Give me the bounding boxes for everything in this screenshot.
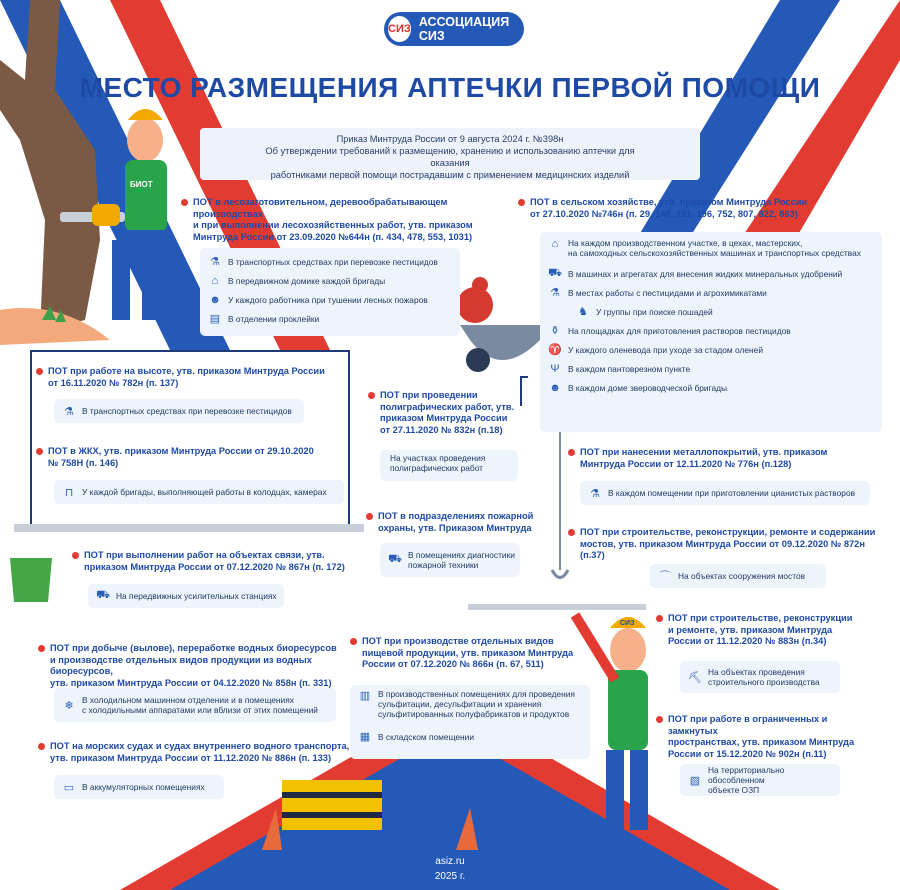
bullet-dot (366, 513, 373, 520)
section-housing-list (54, 480, 344, 504)
item-label: На площадках для приготовления растворов пестицидов (568, 325, 791, 336)
item-label: На объектах проведения (708, 667, 805, 677)
list-item (54, 775, 224, 799)
section-height-title (48, 366, 348, 389)
title-line: приказом Минтруда России от 07.12.2020 № 867н (п. 172) (84, 561, 345, 572)
title-line: России от 15.12.2020 № 902н (п.11) (668, 748, 827, 759)
item-label: На объектах сооружения мостов (678, 571, 806, 581)
section-housing-title (48, 446, 348, 469)
section-bioresources-list (54, 688, 336, 722)
title-line: и при выполнении лесохозяйственных работ, утв. приказом (193, 220, 473, 230)
list-item (88, 584, 284, 608)
item-label: На территориально обособленном (708, 765, 785, 785)
order-line: Об утверждении требований к размещению, хранению и использованию аптечки для оказания (265, 146, 635, 168)
worker-icon: ☻ (209, 293, 221, 306)
warehouse-icon: ▦ (359, 731, 371, 743)
list-item (540, 238, 882, 264)
association-logo[interactable] (384, 12, 524, 46)
frame-rail-top (30, 350, 350, 352)
title-line: ПОТ в ЖКХ, утв. приказом Минтруда России от 29.10.2020 (48, 446, 314, 456)
item-label: В холодильном машинном отделении и в помещениях (82, 695, 294, 705)
glue-icon: ▤ (209, 313, 221, 325)
title-line: от 27.10.2020 №746н (п. 29, 148, 191, 196, 752, 807, 822, 863) (530, 208, 798, 219)
cabin-icon: ⌂ (211, 274, 219, 287)
list-item (200, 290, 460, 309)
item-label: строительного производства (708, 677, 820, 687)
item-label: В складском помещении (378, 731, 475, 742)
page-title: МЕСТО РАЗМЕЩЕНИЯ АПТЕЧКИ ПЕРВОЙ ПОМОЩИ (79, 72, 821, 103)
title-line: и производстве отдельных видов продукции из водных биоресурсов, (50, 654, 312, 676)
title-line: ПОТ при выполнении работ на объектах связи, утв. (84, 550, 325, 560)
item-label: На каждом производственном участке, в цехах, мастерских, (568, 238, 803, 248)
list-item (540, 378, 882, 397)
workshop-icon: ⌂ (551, 238, 559, 250)
list-item (54, 480, 344, 504)
title-line: ПОТ при строительстве, реконструкции, ремонте и содержании (580, 527, 876, 537)
item-label: В аккумуляторных помещениях (82, 782, 205, 792)
fire-truck-icon: ⛟ (388, 553, 402, 565)
list-item (200, 309, 460, 328)
bullet-dot (38, 743, 45, 750)
title-line: ПОТ в подразделениях пожарной (378, 511, 534, 521)
list-item (540, 264, 882, 283)
item-label: В передвижном домике каждой бригады (228, 275, 386, 286)
section-comms-list (88, 584, 284, 608)
item-label: с холодильными аппаратами или вблизи от этих помещений (82, 705, 318, 715)
bullet-dot (568, 529, 575, 536)
worker-helmet-label: СИЗ (620, 620, 635, 627)
biot-vest-label: БИОТ (130, 180, 153, 189)
title-line: Минтруда России от 12.11.2020 № 776н (п.128) (580, 458, 792, 469)
section-fire-title (378, 511, 538, 534)
item-label: У каждой бригады, выполняющей работы в колодцах, камерах (82, 487, 327, 497)
title-line: ПОТ при работе на высоте, утв. приказом Минтруда России (48, 366, 325, 376)
section-forestry-list (200, 248, 460, 336)
section-height-list (54, 399, 304, 423)
title-line: ПОТ в сельском хозяйстве, утв. приказом Минтруда России (530, 197, 808, 207)
section-bridges-title (580, 527, 880, 562)
section-food-list (350, 685, 590, 759)
title-line: ПОТ на морских судах и судах внутреннего водного транспорта, (50, 741, 350, 751)
section-printing-list (380, 450, 518, 481)
order-line: Приказ Минтруда России от 9 августа 2024 г. №398н (336, 134, 564, 144)
title-line: ПОТ при строительстве, реконструкции (668, 613, 853, 623)
item-label: В транспортных средствах при перевозке пестицидов (228, 256, 438, 267)
item-label: На передвижных усилительных станциях (116, 591, 277, 601)
item-label: В транспортных средствах при перевозке пестицидов (82, 406, 292, 416)
section-construction-title (668, 613, 878, 648)
beam-rail (14, 524, 364, 532)
logo-text: АССОЦИАЦИЯ СИЗ (418, 15, 510, 43)
list-item (540, 359, 882, 378)
item-label: В машинах и агрегатах для внесения жидких минеральных удобрений (568, 268, 843, 279)
list-item (54, 688, 336, 722)
deer-icon: ♈ (548, 344, 562, 356)
crane-icon: ⛏ (688, 671, 702, 684)
mixing-icon: ⚱ (550, 325, 560, 337)
list-item (350, 727, 590, 746)
list-item (650, 564, 826, 588)
list-item (540, 302, 882, 321)
item-label: полиграфических работ (390, 463, 483, 473)
list-item (350, 689, 590, 727)
section-fire-list (380, 543, 520, 577)
section-forestry-title (193, 197, 513, 243)
bullet-dot (38, 645, 45, 652)
list-item (540, 321, 882, 340)
team-icon: ☻ (549, 381, 561, 394)
title-line: Минтруда России от 23.09.2020 №644н (п. 434, 478, 553, 1031) (193, 231, 473, 242)
item-label: пожарной техники (408, 560, 479, 570)
item-label: сульфитации, десульфитации и хранения (378, 699, 542, 709)
order-line: работниками первой помощи пострадавшим с применением медицинских изделий (270, 170, 630, 180)
section-printing-title (380, 390, 530, 436)
section-agriculture-title (530, 197, 850, 220)
bullet-dot (656, 615, 663, 622)
section-bioresources-title (50, 643, 350, 689)
section-bridges-list (650, 564, 826, 588)
bullet-dot (350, 638, 357, 645)
title-line: и ремонте, утв. приказом Минтруда (668, 624, 833, 635)
van-icon: ⛟ (96, 589, 110, 601)
item-label: В каждом помещении при приготовлении цианистых растворов (608, 488, 856, 498)
title-line: пищевой продукции, утв. приказом Минтруда (362, 647, 574, 658)
section-construction-list (680, 661, 840, 693)
title-line: пространствах, утв. приказом Минтруда (668, 737, 855, 747)
section-metal-list (580, 481, 870, 505)
title-line: России от 07.12.2020 № 866н (п. 67, 511) (362, 659, 544, 669)
title-line: ПОТ при производстве отдельных видов (362, 636, 554, 646)
section-metal-title (580, 447, 880, 470)
horse-icon: ♞ (578, 306, 588, 318)
section-confined-list (680, 764, 840, 796)
order-reference (260, 133, 640, 181)
item-label: В производственных помещениях для проведения (378, 689, 575, 699)
item-label: В отделении проклейки (228, 313, 320, 324)
title-line: охраны, утв. Приказом Минтруда (378, 522, 532, 533)
flask-icon: ⚗ (590, 487, 600, 500)
frame-rail-middle (348, 350, 350, 530)
section-food-title (362, 636, 592, 671)
item-label: на самоходных сельскохозяйственных машинах и транспортных средствах (568, 248, 861, 258)
footer-site[interactable]: asiz.ru (435, 856, 465, 867)
section-confined-title (668, 714, 878, 760)
battery-icon: ▭ (63, 781, 75, 794)
item-label: В каждом доме звероводческой бригады (568, 382, 728, 393)
section-maritime-list (54, 775, 224, 799)
list-item (380, 543, 520, 577)
frame-rail-left (30, 350, 32, 530)
item-label: сульфитированных полуфабрикатов и продуктов (378, 709, 570, 719)
logo-mark: СИЗ (388, 16, 411, 42)
title-line: ПОТ в лесозаготовительном, деревообрабатывающем производствах (193, 197, 448, 219)
bridge-icon: ⌒ (659, 571, 671, 583)
map-icon: ▧ (689, 774, 701, 787)
list-item (540, 340, 882, 359)
list-item (680, 764, 840, 796)
list-item (540, 283, 882, 302)
bullet-dot (36, 448, 43, 455)
spray-icon: ⚗ (210, 256, 220, 268)
item-label: В каждом пантоврезном пункте (568, 363, 691, 374)
list-item (200, 252, 460, 271)
title-line: полиграфических работ, утв. (380, 401, 515, 412)
list-item (200, 271, 460, 290)
list-item (54, 399, 304, 423)
title-line: приказом Минтруда России (380, 413, 508, 423)
snowflake-icon: ❄ (64, 699, 74, 712)
item-label: объекте ОЗП (708, 785, 760, 795)
title-line: ПОТ при добыче (вылове), переработке водных биоресурсов (50, 643, 337, 653)
title-line: мостов, утв. приказом Минтруда России от 09.12.2020 № 872н (п.37) (580, 538, 865, 560)
footer-year: 2025 г. (434, 871, 466, 882)
item-label: У каждого работника при тушении лесных пожаров (228, 294, 428, 305)
title-line: утв. приказом Минтруда России от 11.12.2020 № 886н (п. 133) (50, 752, 332, 763)
tractor-icon: ⛟ (548, 266, 562, 279)
bullet-dot (518, 199, 525, 206)
section-agriculture-list (540, 232, 882, 432)
title-line: России от 11.12.2020 № 883н (п.34) (668, 636, 827, 646)
bullet-dot (72, 552, 79, 559)
title-line: утв. приказом Минтруда России от 04.12.2020 № 858н (п. 331) (50, 677, 332, 688)
bullet-dot (36, 368, 43, 375)
bullet-dot (181, 199, 188, 206)
list-item (580, 481, 870, 505)
item-label: У каждого оленевода при уходе за стадом оленей (568, 344, 763, 355)
title-line: от 16.11.2020 № 782н (п. 137) (48, 377, 179, 388)
chemical-icon: ⚗ (550, 287, 560, 299)
title-line: от 27.11.2020 № 832н (п.18) (380, 424, 503, 435)
spray-icon: ⚗ (64, 405, 74, 418)
well-icon: ⊓ (64, 486, 74, 499)
item-label: У группы при поиске пошадей (596, 306, 713, 317)
section-comms-title (84, 550, 354, 573)
bullet-dot (656, 716, 663, 723)
list-item (680, 661, 840, 693)
section-maritime-title (50, 741, 350, 764)
title-line: ПОТ при проведении (380, 390, 478, 400)
item-label: В помещениях диагностики (408, 550, 515, 560)
item-label: В местах работы с пестицидами и агрохимикатами (568, 287, 767, 298)
title-line: № 758Н (п. 146) (48, 457, 119, 468)
title-line: ПОТ при работе в ограниченных и замкнутых (668, 714, 828, 736)
item-label: На участках проведения (390, 453, 486, 463)
title-line: ПОТ при нанесении металлопокрытий, утв. приказом (580, 447, 828, 457)
bullet-dot (568, 449, 575, 456)
antlers-icon: Ψ (550, 362, 560, 375)
bullet-dot (368, 392, 375, 399)
factory-icon: ▥ (359, 689, 371, 702)
